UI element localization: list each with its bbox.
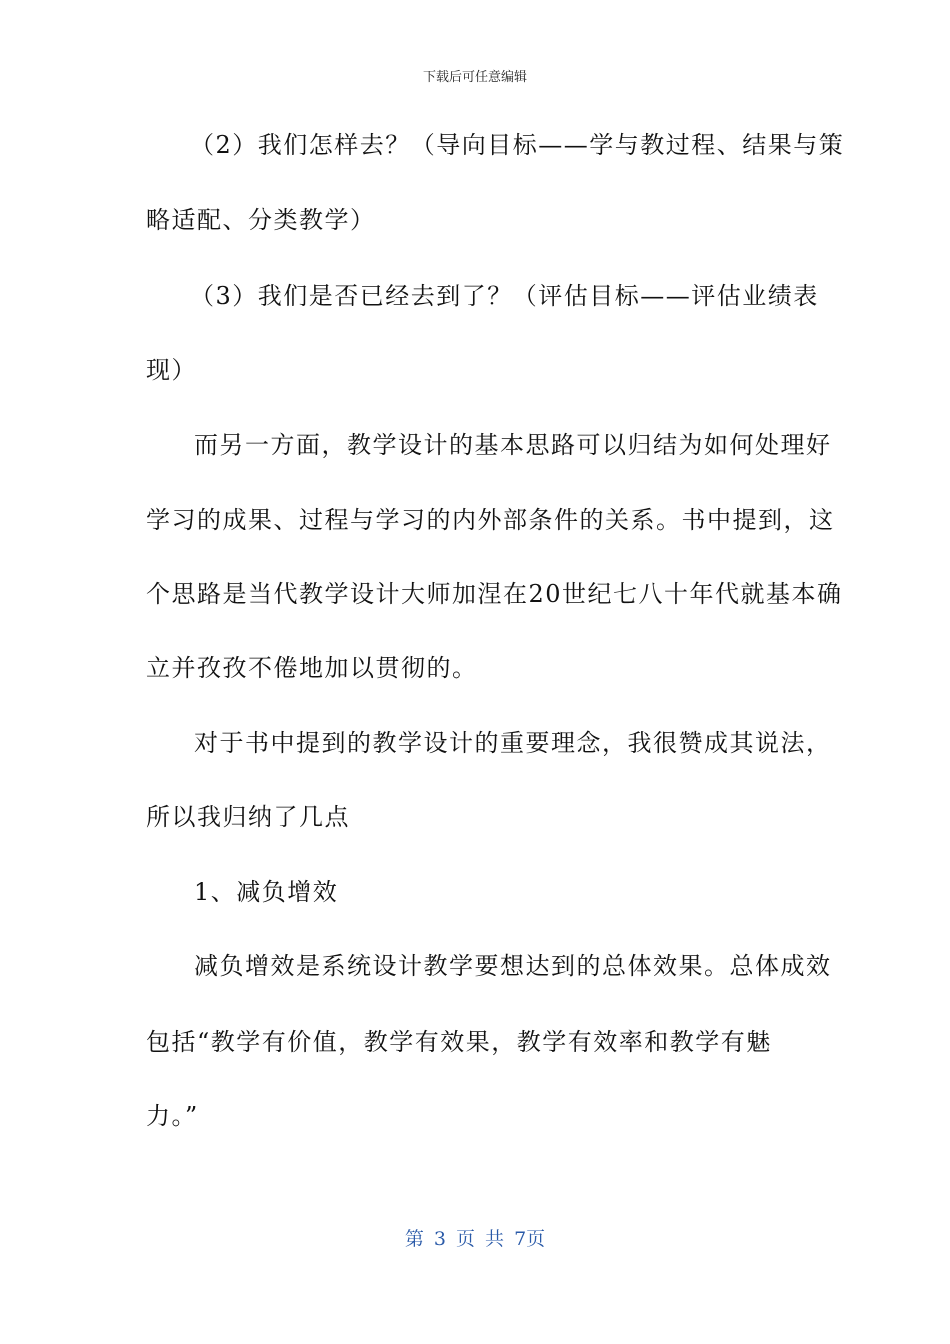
paragraph-line: 学习的成果、过程与学习的内外部条件的关系。书中提到，这	[146, 506, 835, 534]
paragraph-line: 略适配、分类教学）	[146, 206, 376, 234]
paragraph-line: 力。”	[146, 1102, 199, 1130]
page-number-footer: 第 3 页 共 7页	[404, 1228, 546, 1250]
paragraph-line: 包括“教学有价值，教学有效果，教学有效率和教学有魅	[146, 1028, 772, 1056]
paragraph-line: 对于书中提到的教学设计的重要理念，我很赞成其说法，	[194, 729, 832, 757]
paragraph-line: 现）	[146, 356, 197, 384]
paragraph-line: 所以我归纳了几点	[146, 803, 350, 831]
paragraph-line: 个思路是当代教学设计大师加涅在20世纪七八十年代就基本确	[146, 580, 843, 608]
paragraph-line: 而另一方面，教学设计的基本思路可以归结为如何处理好	[194, 431, 832, 459]
section-heading: 1、减负增效	[194, 878, 339, 906]
paragraph-line: （2）我们怎样去？（导向目标——学与教过程、结果与策	[190, 131, 845, 159]
page-header: 下载后可任意编辑	[422, 70, 527, 85]
paragraph-line: （3）我们是否已经去到了？（评估目标——评估业绩表	[190, 282, 819, 310]
paragraph-line: 立并孜孜不倦地加以贯彻的。	[146, 654, 478, 682]
paragraph-line: 减负增效是系统设计教学要想达到的总体效果。总体成效	[194, 952, 832, 980]
